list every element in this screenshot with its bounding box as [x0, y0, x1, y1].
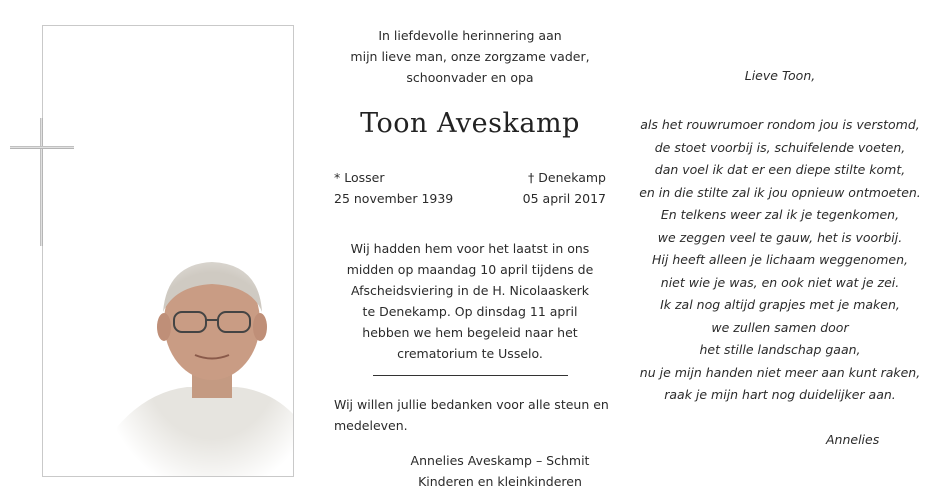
intro-text: In liefdevolle herinnering aan mijn lieve man, onze zorgzame vader, schoonvader en opa	[350, 28, 590, 85]
death-info: † Denekamp 05 april 2017	[522, 170, 606, 206]
cross-icon	[10, 118, 74, 246]
poem-line: we zeggen veel te gauw, het is voorbij.	[657, 229, 903, 245]
poem-line: Hij heeft alleen je lichaam weggenomen,	[652, 252, 908, 267]
poem-line: als het rouwrumoer rondom jou is verstomd,	[640, 117, 920, 132]
service-text: Wij hadden hem voor het laatst in ons midden op maandag 10 april tijdens de Afscheidsviering in de H. Nicolaaskerk te Denekamp. Op dinsdag 11 april hebben we hem begeleid naar het crematorium te Usselo.	[346, 241, 594, 361]
poem-signature: Annelies	[826, 432, 880, 447]
divider-line	[373, 375, 568, 376]
poem-line: raak je mijn hart nog duidelijker aan.	[664, 387, 896, 402]
poem-line: het stille landschap gaan,	[699, 342, 861, 357]
poem-line: nu je mijn handen niet meer aan kunt raken,	[639, 364, 921, 380]
poem-line: niet wie je was, en ook niet wat je zei.	[660, 274, 900, 290]
deceased-name: Toon Aveskamp	[360, 108, 580, 139]
poem-salutation: Lieve Toon,	[744, 68, 816, 83]
poem-line: dan voel ik dat er een diepe stilte komt,	[654, 162, 906, 177]
poem-line: En telkens weer zal ik je tegenkomen,	[660, 207, 900, 222]
poem-line: en in die stilte zal ik jou opnieuw ontmoeten.	[639, 184, 921, 200]
photo-frame	[42, 25, 294, 477]
thanks-text: Wij willen jullie bedanken voor alle steun en medeleven.	[334, 397, 609, 433]
portrait-photo	[117, 252, 294, 477]
poem-line: de stoet voorbij is, schuifelende voeten,	[654, 139, 906, 155]
poem-line: Ik zal nog altijd grapjes met je maken,	[660, 297, 900, 312]
poem-line: we zullen samen door	[711, 319, 849, 335]
poem	[625, 114, 935, 407]
birth-info: * Losser 25 november 1939	[334, 170, 454, 206]
family-signature: Annelies Aveskamp – Schmit Kinderen en kleinkinderen	[410, 453, 590, 489]
